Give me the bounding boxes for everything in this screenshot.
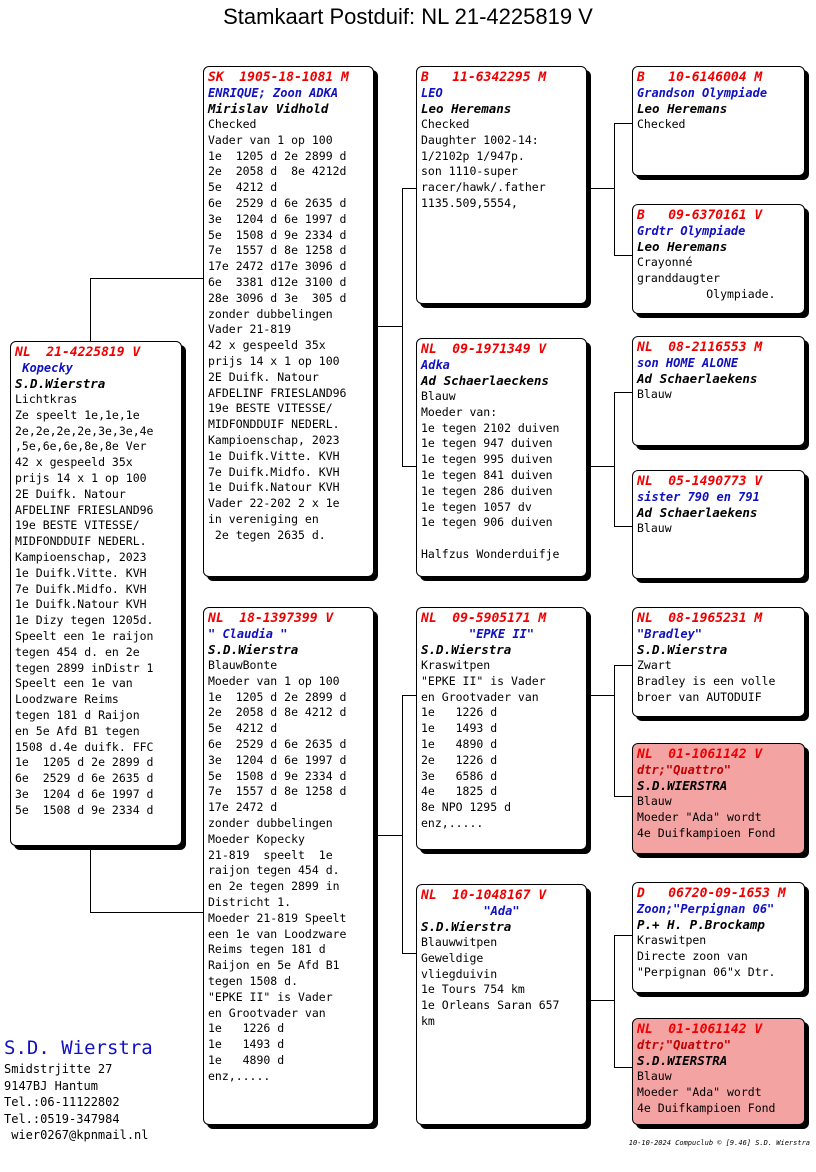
pigeon-name: "Bradley" [637,627,703,641]
footer-credit: 10-10-2024 Compuclub © [9.46] S.D. Wierstra [628,1139,810,1147]
ring-number: B 11-6342295 M [421,70,547,85]
pigeon-card-mother-father[interactable] [416,607,587,850]
pigeon-card-father-mother[interactable] [416,338,587,577]
pigeon-color: Crayonné [637,255,693,269]
connector [90,278,91,342]
pigeon-notes: granddaugter Olympiade. [637,270,776,301]
breeder-info [4,1037,153,1144]
pigeon-color: Kraswitpen [637,933,707,947]
connector [90,912,204,913]
pigeon-name: LEO [421,86,443,100]
ring-number: NL 01-1061142 V [637,1022,763,1037]
owner-name: S.D.Wierstra [421,919,512,934]
connector [374,326,402,327]
pigeon-card-mother-mother[interactable] [416,884,587,1125]
owner-name: Leo Heremans [637,239,728,254]
connector [614,796,633,797]
pigeon-notes: Vader van 1 op 100 1e 1205 d 2e 2899 d 2e 2058 d 8e 4212d 5e 4212 d 6e 2529 d 6e 2635 d 3e 1204 d 6e 1997 d 5e 1508 d 9e 2334 d 7e 1557 d 8e 1258 d 17e 2472 d17e 3096 d 6e 3381 d12e 3100 d 28e 3096 d 3e 305 d zonder dubbelingen Vader 21-819 42 x gespeeld 35x prijs 14 x 1 op 100 2E Duifk. Natour AFDELINF FRIESLAND96 19e BESTE VITESSE/ MIDFONDDUIF NEDERL. Kampioenschap, 2023 1e Duifk.Vitte. KVH 7e Duifk.Midfo. KVH 1e Duifk.Natour KVH Vader 22-202 2 x 1e in vereniging en 2e tegen 2635 d. [208,132,347,542]
pigeon-card-ffm[interactable] [632,204,805,314]
ring-number: NL 08-1965231 M [637,611,763,626]
pigeon-name: Grdtr Olympiade [637,224,746,238]
owner-name: Ad Schaerlaekens [637,505,758,520]
owner-name: Leo Heremans [421,101,512,116]
connector [614,665,633,666]
connector [614,392,633,393]
pigeon-color: Zwart [637,658,672,672]
pigeon-notes: Directe zoon van "Perpignan 06"x Dtr. [637,948,776,979]
pigeon-name: Adka [421,358,450,372]
pigeon-color: Blauw [637,521,672,535]
pigeon-card-mother[interactable] [203,607,374,1125]
ring-number: NL 18-1397399 V [208,611,334,626]
pigeon-notes: Moeder van 1 op 100 1e 1205 d 2e 2899 d 2e 2058 d 8e 4212 d 5e 4212 d 6e 2529 d 6e 2635 d 3e 1204 d 6e 1997 d 5e 1508 d 9e 2334 d 7e 1557 d 8e 1258 d 17e 2472 d zonder dubbelingen Moeder Kopecky 21-819 speelt 1e raijon tegen 454 d. en 2e tegen 2899 in Districht 1. Moeder 21-819 Speelt een 1e van Loodzware Reims tegen 181 d Raijon en 5e Afd B1 tegen 1508 d. "EPKE II" is Vader en Grootvader van 1e 1226 d 1e 1493 d 1e 4890 d enz,..... [208,673,347,1083]
breeder-email: wier0267@kpnmail.nl [4,1128,149,1142]
connector [587,466,614,467]
pigeon-name: " Claudia " [208,627,288,641]
connector [614,123,633,124]
pigeon-name: Zoon;"Perpignan 06" [637,902,775,916]
ring-number: D 06720-09-1653 M [637,886,786,901]
pigeon-name: sister 790 en 791 [637,490,760,504]
pigeon-name: "Ada" [483,904,520,918]
pigeon-notes: Moeder van: 1e tegen 2102 duiven 1e tegen 947 duiven 1e tegen 995 duiven 1e tegen 841 duiven 1e tegen 286 duiven 1e tegen 1057 dv 1e tegen 906 duiven Halfzus Wonderduifje [421,404,560,561]
connector [90,846,91,912]
pigeon-name: dtr;"Quattro" [637,763,731,777]
pigeon-card-subject[interactable] [10,341,182,846]
pigeon-name: son HOME ALONE [637,356,739,370]
connector [614,123,615,255]
breeder-name: S.D. Wierstra [4,1037,153,1059]
connector [614,255,633,256]
connector [90,278,204,279]
pigeon-card-mmf[interactable] [632,882,805,993]
connector [587,695,614,696]
connector [614,1067,633,1068]
pigeon-color: Blauw [637,387,672,401]
pigeon-color: Lichtkras [15,392,78,406]
ring-number: NL 09-1971349 V [421,342,547,357]
ring-number: NL 09-5905171 M [421,611,547,626]
pigeon-name: Grandson Olympiade [637,86,768,100]
ring-number: B 09-6370161 V [637,208,763,223]
connector [614,935,615,1067]
connector [614,935,633,936]
breeder-city: 9147BJ Hantum [4,1078,98,1093]
ring-number: B 10-6146004 M [637,70,763,85]
owner-name: S.D.Wierstra [15,376,106,391]
pigeon-color: Kraswitpen [421,658,491,672]
pigeon-notes: Daughter 1002-14: 1/2102p 1/947p. son 1110-super racer/hawk/.father 1135.509,5554, [421,132,546,210]
pigeon-card-mmm[interactable] [632,1018,805,1125]
pigeon-color: Blauw [421,389,456,403]
pigeon-color: Blauw [637,1069,672,1083]
pigeon-name: Kopecky [15,361,73,375]
pigeon-name: ENRIQUE; Zoon ADKA [208,86,339,100]
pigeon-notes: Bradley is een volle broer van AUTODUIF [637,673,776,704]
connector [614,392,615,526]
pigeon-notes: Ze speelt 1e,1e,1e 2e,2e,2e,2e,3e,3e,4e ,5e,6e,6e,8e,8e Ver 42 x gespeeld 35x prijs 14 x 1 op 100 2E Duifk. Natour AFDELINF FRIESLAND96 19e BESTE VITESSE/ MIDFONDDUIF NEDERL. Kampioenschap, 2023 1e Duifk.Vitte. KVH 7e Duifk.Midfo. KVH 1e Duifk.Natour KVH 1e Dizy tegen 1205d. Speelt een 1e raijon tegen 454 d. en 2e tegen 2899 inDistr 1 Speelt een 1e van Loodzware Reims tegen 181 d Raijon en 5e Afd B1 tegen 1508 d.4e duifk. FFC 1e 1205 d 2e 2899 d 6e 2529 d 6e 2635 d 3e 1204 d 6e 1997 d 5e 1508 d 9e 2334 d [15,407,154,817]
pigeon-notes: Moeder "Ada" wordt 4e Duifkampioen Fond [637,809,776,840]
pigeon-card-mff[interactable] [632,607,805,717]
pigeon-color: Blauwwitpen [421,935,498,949]
pigeon-card-fff[interactable] [632,66,805,176]
owner-name: P.+ H. P.Brockamp [637,917,765,932]
connector [587,1000,614,1001]
pigeon-card-mfm[interactable] [632,743,805,854]
breeder-street: Smidstrjitte 27 [4,1062,113,1076]
owner-name: S.D.Wierstra [421,642,512,657]
pigeon-notes: Geweldige vliegduivin 1e Tours 754 km 1e Orleans Saran 657 km [421,950,560,1028]
connector [374,835,402,836]
owner-name: Ad Schaerlaekens [637,371,758,386]
pigeon-color: Checked [208,117,257,131]
breeder-phone-1: Tel.:06-11122802 [4,1095,120,1109]
pigeon-card-father-father[interactable] [416,66,587,304]
owner-name: Leo Heremans [637,101,728,116]
ring-number: NL 21-4225819 V [15,345,141,360]
connector [402,695,403,953]
ring-number: NL 05-1490773 V [637,474,763,489]
connector [614,665,615,796]
owner-name: S.D.Wierstra [637,642,728,657]
owner-name: S.D.WIERSTRA [637,1053,728,1068]
breeder-phone-2: Tel.:0519-347984 [4,1111,120,1126]
pigeon-card-fmm[interactable] [632,470,805,579]
ring-number: NL 10-1048167 V [421,888,547,903]
ring-number: NL 08-2116553 M [637,340,763,355]
ring-number: NL 01-1061142 V [637,747,763,762]
pigeon-notes: "EPKE II" is Vader en Grootvader van 1e 1226 d 1e 1493 d 1e 4890 d 2e 1226 d 3e 6586 d 4e 1825 d 8e NPO 1295 d enz,..... [421,673,546,830]
connector [614,526,633,527]
pigeon-card-fmf[interactable] [632,336,805,446]
pigeon-color: BlauwBonte [208,658,278,672]
pigeon-name: "EPKE II" [468,627,535,641]
pigeon-color: Checked [637,117,686,131]
owner-name: S.D.Wierstra [208,642,299,657]
pigeon-card-father[interactable] [203,66,374,577]
pigeon-notes: Moeder "Ada" wordt 4e Duifkampioen Fond [637,1084,776,1115]
connector [402,188,403,466]
owner-name: Mirislav Vidhold [208,101,329,116]
pigeon-color: Blauw [637,794,672,808]
owner-name: S.D.WIERSTRA [637,778,728,793]
pigeon-name: dtr;"Quattro" [637,1038,731,1052]
owner-name: Ad Schaerlaeckens [421,373,549,388]
pigeon-color: Checked [421,117,470,131]
connector [587,188,614,189]
ring-number: SK 1905-18-1081 M [208,70,349,85]
page-title: Stamkaart Postduif: NL 21-4225819 V [223,4,593,29]
